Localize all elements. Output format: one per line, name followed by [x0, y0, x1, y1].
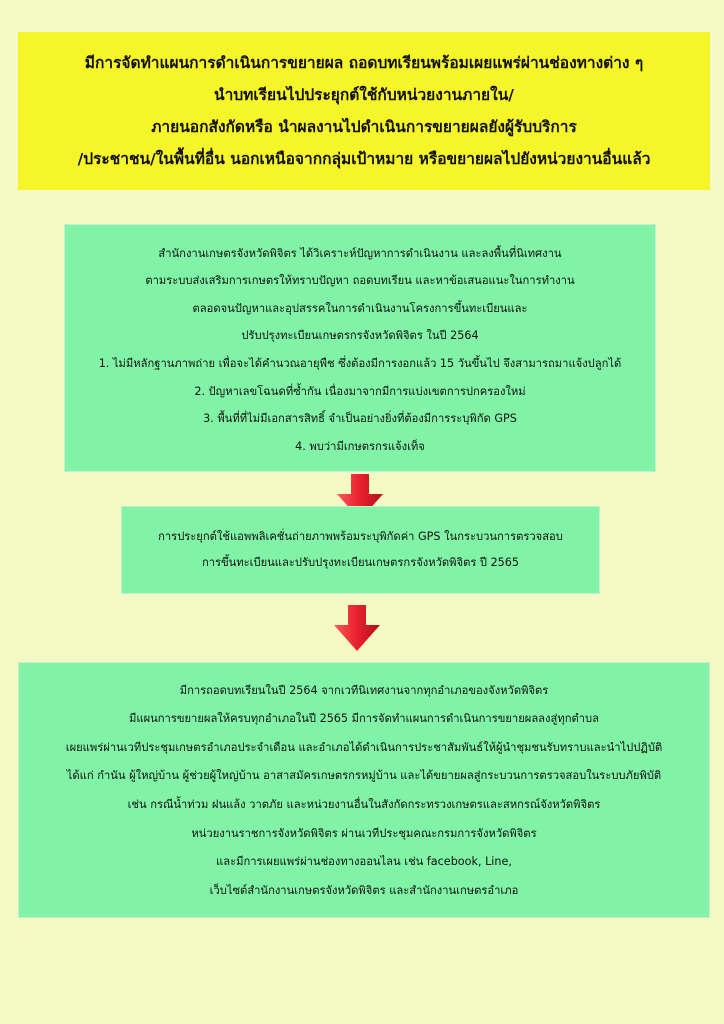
title-line-2: นำบทเรียนไปประยุกต์ใช้กับหน่วยงานภายใน/ [214, 86, 514, 104]
dissemination-line-4: ได้แก่ กำนัน ผู้ใหญ่บ้าน ผู้ช่วยผู้ใหญ่บ้าน อาสาสมัครเกษตรกรหมู่บ้าน และได้ขยายผลสู่กระบวนการตรวจสอบในระบบภัยพิบัติ [66, 769, 662, 783]
problem-line-5: 1. ไม่มีหลักฐานภาพถ่าย เพื่อจะได้คำนวณอายุพืช ซึ่งต้องมีการงอกแล้ว 15 วันขึ้นไป จึงสามารถมาแจ้งปลูกได้ [98, 357, 622, 370]
problem-analysis-box [64, 224, 656, 472]
dissemination-line-7: และมีการเผยแพร่ผ่านช่องทางออนไลน เช่น facebook, Line, [216, 855, 512, 869]
dissemination-line-5: เช่น กรณีน้ำท่วม ฝนแล้ง วาตภัย และหน่วยงานอื่นในสังกัดกระทรวงเกษตรและสหกรณ์จังหวัดพิจิตร [127, 798, 601, 811]
dissemination-line-2: มีแผนการขยายผลให้ครบทุกอำเภอในปี 2565 มีการจัดทำแผนการดำเนินการขยายผลลงสู่ทุกตำบล [129, 712, 599, 726]
problem-line-2: ตามระบบส่งเสริมการเกษตรให้ทราบปัญหา ถอดบทเรียน และหาข้อเสนอแนะในการทำงาน [145, 274, 575, 288]
dissemination-box [18, 662, 710, 918]
title-line-1: มีการจัดทำแผนการดำเนินการขยายผล ถอดบทเรียนพร้อมเผยแพร่ผ่านช่องทางต่าง ๆ [84, 54, 644, 72]
title-box [18, 32, 710, 190]
dissemination-line-1: มีการถอดบทเรียนในปี 2564 จากเวทีนิเทศงานจากทุกอำเภอของจังหวัดพิจิตร [179, 683, 549, 697]
title-line-4: /ประชาชน/ในพื้นที่อื่น นอกเหนือจากกลุ่มเป้าหมาย หรือขยายผลไปยังหน่วยงานอื่นแล้ว [77, 150, 651, 168]
application-line-2: การขึ้นทะเบียนและปรับปรุงทะเบียนเกษตรกรจังหวัดพิจิตร ปี 2565 [201, 556, 520, 569]
problem-line-4: ปรับปรุงทะเบียนเกษตรกรจังหวัดพิจิตร ในปี 2564 [241, 329, 479, 343]
application-box [121, 506, 600, 594]
problem-line-6: 2. ปัญหาเลขโฉนดที่ซ้ำกัน เนื่องมาจากมีการแบ่งเขตการปกครองใหม่ [194, 384, 526, 398]
dissemination-line-6: หน่วยงานราชการจังหวัดพิจิตร ผ่านเวทีประชุมคณะกรมการจังหวัดพิจิตร [191, 826, 537, 840]
problem-line-8: 4. พบว่ามีเกษตรกรแจ้งเท็จ [295, 439, 425, 453]
problem-line-1: สำนักงานเกษตรจังหวัดพิจิตร ได้วิเคราะห์ปัญหาการดำเนินงาน และลงพื้นที่นิเทศงาน [158, 246, 562, 260]
problem-line-3: ตลอดจนปัญหาและอุปสรรคในการดำเนินงานโครงการขึ้นทะเบียนและ [192, 301, 528, 315]
down-arrow-icon [334, 605, 380, 651]
dissemination-line-3: เผยแพร่ผ่านเวทีประชุมเกษตรอำเภอประจำเดือน และอำเภอได้ดำเนินการประชาสัมพันธ์ให้ผู้นำชุมชนรับทราบและนำไปปฏิบัติ [65, 740, 663, 754]
dissemination-line-8: เว็บไซต์สำนักงานเกษตรจังหวัดพิจิตร และสำนักงานเกษตรอำเภอ [209, 883, 519, 897]
title-line-3: ภายนอกสังกัดหรือ นำผลงานไปดำเนินการขยายผลยังผู้รับบริการ [151, 118, 577, 136]
application-line-1: การประยุกต์ใช้แอพพลิเคชั่นถ่ายภาพพร้อมระบุพิกัดค่า GPS ในกระบวนการตรวจสอบ [158, 530, 563, 543]
problem-line-7: 3. พื้นที่ที่ไม่มีเอกสารสิทธิ์ จำเป็นอย่างยิ่งที่ต้องมีการระบุพิกัด GPS [203, 412, 517, 426]
